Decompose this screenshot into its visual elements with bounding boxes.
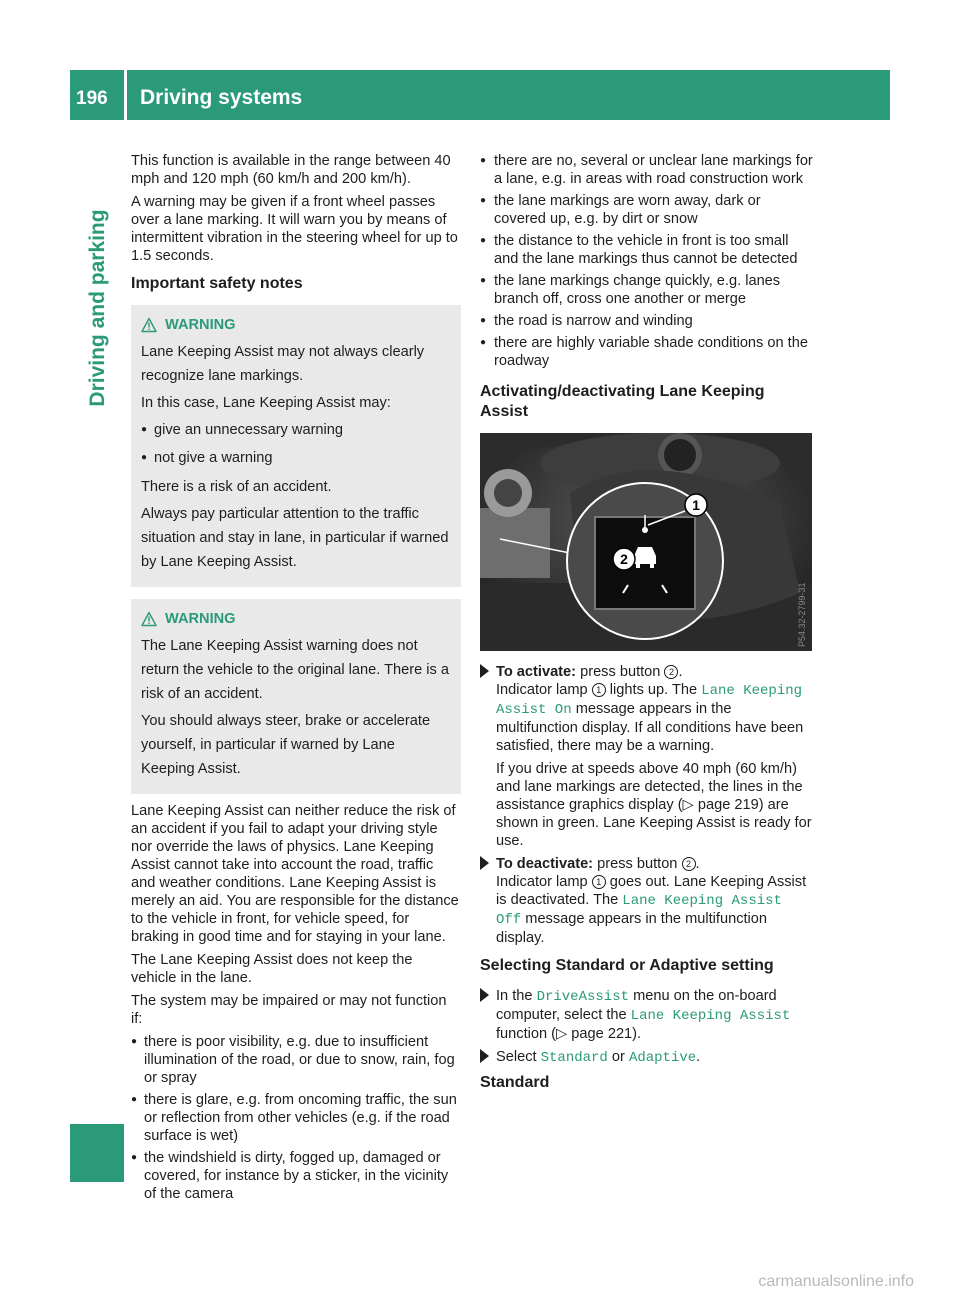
step-note: If you drive at speeds above 40 mph (60 km/h) and lane markings are detected, the lines in the assistance graphics display (▷ page 219) are shown in green. Lane Keeping Assist is ready for use. bbox=[496, 761, 812, 849]
option-adaptive: Adaptive bbox=[628, 1050, 697, 1066]
warning-text: In this case, Lane Keeping Assist may: bbox=[141, 395, 391, 411]
warning-triangle-icon bbox=[141, 317, 157, 333]
section-tab-marker bbox=[70, 1124, 124, 1182]
section-tab-label: Driving and parking bbox=[86, 209, 109, 407]
step-label: To activate: bbox=[496, 664, 577, 680]
header-divider bbox=[124, 70, 127, 120]
warning-text: Lane Keeping Assist may not always clearly recognize lane markings. bbox=[141, 344, 425, 384]
step-text: . bbox=[695, 856, 700, 872]
list-item: ● give an unnecessary warning bbox=[141, 418, 451, 442]
step-text: Indicator lamp bbox=[496, 874, 588, 890]
list-item: ● the windshield is dirty, fogged up, damaged or covered, for instance by a sticker, in the vicinity of the camera bbox=[131, 1149, 461, 1203]
page-title: Driving systems bbox=[140, 86, 303, 109]
intro-paragraph-2: A warning may be given if a front wheel passes over a lane marking. It will warn you by means of intermittent vibration in the steering wheel for up to 1.5 seconds. bbox=[131, 194, 458, 264]
select-step-1 bbox=[480, 987, 814, 1043]
step-text: lights up. The bbox=[609, 682, 698, 698]
list-item: ● there are no, several or unclear lane markings for a lane, e.g. in areas with road construction work bbox=[480, 152, 814, 188]
footer-watermark[interactable]: carmanualsonline.info bbox=[758, 1273, 914, 1290]
step-text: menu on the on-board computer, select the bbox=[496, 988, 777, 1023]
select-step-2 bbox=[480, 1048, 814, 1067]
warning-box-1 bbox=[131, 305, 461, 587]
menu-name: DriveAssist bbox=[536, 989, 629, 1005]
list-item: ● not give a warning bbox=[141, 446, 451, 470]
callout-1-icon: 1 bbox=[592, 875, 606, 889]
steering-wheel-illustration bbox=[480, 433, 812, 651]
body-paragraph: The Lane Keeping Assist does not keep the vehicle in the lane. bbox=[131, 952, 413, 986]
steering-wheel-figure bbox=[480, 433, 812, 651]
activate-heading: Activating/deactivating Lane Keeping Assist bbox=[480, 383, 765, 420]
standard-heading: Standard bbox=[480, 1074, 550, 1091]
display-message: Lane Keeping Assist Off bbox=[496, 893, 782, 928]
deactivate-step bbox=[480, 855, 814, 947]
list-item: ● the lane markings change quickly, e.g. lanes branch off, cross one another or merge bbox=[480, 272, 814, 308]
callout-1-label: 1 bbox=[692, 497, 700, 513]
step-label: To deactivate: bbox=[496, 856, 594, 872]
callout-2-label: 2 bbox=[620, 551, 628, 567]
warning-text: You should always steer, brake or accelerate yourself, in particular if warned by Lane Keeping Assist. bbox=[141, 713, 431, 777]
function-name: Lane Keeping Assist bbox=[630, 1008, 791, 1024]
select-heading: Selecting Standard or Adaptive setting bbox=[480, 957, 774, 974]
intro-paragraph-1: This function is available in the range between 40 mph and 120 mph (60 km/h and 200 km/h). bbox=[131, 153, 451, 187]
step-arrow-icon bbox=[480, 1049, 489, 1063]
callout-1-icon: 1 bbox=[592, 683, 606, 697]
warning-title-text: WARNING bbox=[165, 611, 236, 627]
step-arrow-icon bbox=[480, 664, 489, 678]
step-text: . bbox=[696, 1049, 701, 1065]
warning-text: The Lane Keeping Assist warning does not return the vehicle to the original lane. There is a risk of an accident. bbox=[141, 638, 450, 702]
conditions-list bbox=[131, 1033, 461, 1203]
option-standard: Standard bbox=[540, 1050, 608, 1066]
step-text: message appears in the multifunction display. bbox=[496, 911, 768, 946]
step-text: Select bbox=[496, 1049, 537, 1065]
callout-2-icon: 2 bbox=[664, 665, 678, 679]
list-item: ● the distance to the vehicle in front is too small and the lane markings thus cannot be detected bbox=[480, 232, 814, 268]
step-text: or bbox=[611, 1049, 625, 1065]
list-item: ● the road is narrow and winding bbox=[480, 312, 814, 330]
figure-code: P54.32-2799-31 bbox=[797, 582, 807, 647]
step-text: message appears in the multifunction display. If all conditions have been satisfied, there may be a warning. bbox=[496, 701, 804, 754]
list-item: ● there are highly variable shade conditions on the roadway bbox=[480, 334, 814, 370]
page-number: 196 bbox=[76, 88, 108, 109]
warning-text: Always pay particular attention to the traffic situation and stay in lane, in particular if warned by Lane Keeping Assist. bbox=[141, 506, 449, 570]
display-message: Lane Keeping Assist On bbox=[496, 683, 803, 718]
step-arrow-icon bbox=[480, 988, 489, 1002]
list-item: ● there is glare, e.g. from oncoming traffic, the sun or reflection from other vehicles (e.g. if the road surface is wet) bbox=[131, 1091, 461, 1145]
step-text: press button bbox=[597, 856, 678, 872]
left-column bbox=[131, 152, 461, 1208]
step-text: In the bbox=[496, 988, 533, 1004]
body-paragraph: The system may be impaired or may not function if: bbox=[131, 993, 447, 1027]
safety-heading: Important safety notes bbox=[131, 275, 303, 292]
activate-step bbox=[480, 663, 814, 850]
warning-triangle-icon bbox=[141, 611, 157, 627]
step-text: press button bbox=[580, 664, 661, 680]
warning-title bbox=[141, 609, 451, 629]
list-item: ● the lane markings are worn away, dark or covered up, e.g. by dirt or snow bbox=[480, 192, 814, 228]
callout-2-icon: 2 bbox=[682, 857, 696, 871]
step-text: goes out. Lane Keeping Assist is deactivated. The bbox=[496, 874, 807, 908]
step-text: Indicator lamp bbox=[496, 682, 588, 698]
step-text: . bbox=[678, 664, 683, 680]
body-paragraph: Lane Keeping Assist can neither reduce the risk of an accident if you fail to adapt your driving style nor override the laws of physics. Lane Keeping Assist cannot take into account the road, traffic and weather conditions. Lane Keeping Assist is merely an aid. You are responsible for the distance to the vehicle in front, for vehicle speed, for braking in good time and for staying in your lane. bbox=[131, 803, 459, 945]
step-text: function (▷ page 221). bbox=[496, 1026, 642, 1042]
warning-box-2 bbox=[131, 599, 461, 794]
warning-title bbox=[141, 315, 451, 335]
list-item: ● there is poor visibility, e.g. due to insufficient illumination of the road, or due to snow, rain, fog or spray bbox=[131, 1033, 461, 1087]
right-column bbox=[480, 152, 814, 1104]
warning-list bbox=[141, 418, 451, 470]
warning-text: There is a risk of an accident. bbox=[141, 479, 332, 495]
conditions-list-continued bbox=[480, 152, 814, 370]
step-arrow-icon bbox=[480, 856, 489, 870]
warning-title-text: WARNING bbox=[165, 317, 236, 333]
